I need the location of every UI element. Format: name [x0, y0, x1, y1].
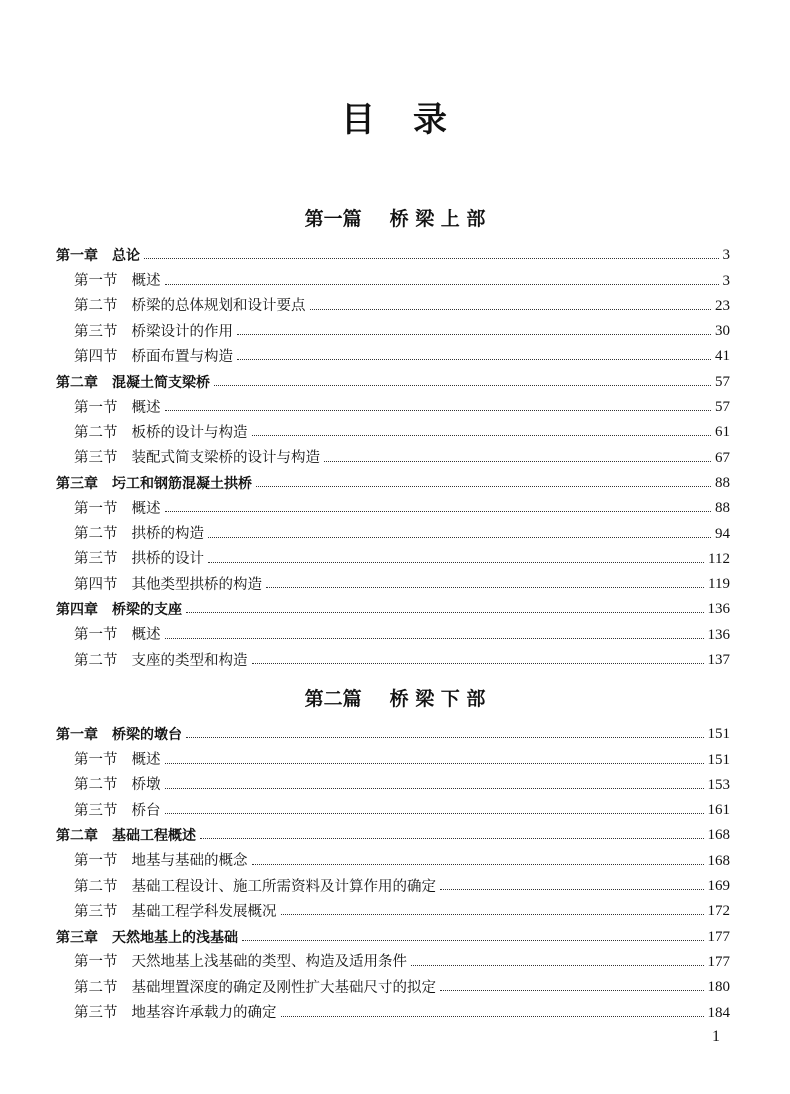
toc-entry-page: 136 — [707, 601, 730, 618]
toc-entry-page: 177 — [707, 953, 730, 970]
dot-leader — [186, 612, 704, 613]
toc-entry-number: 第三章 — [56, 475, 98, 492]
toc-entry-title: 板桥的设计与构造 — [131, 424, 248, 441]
toc-entry-page: 23 — [715, 297, 730, 314]
toc-entry-label — [74, 578, 262, 593]
toc-entry-label — [56, 829, 196, 843]
toc-entry-label — [74, 654, 248, 669]
toc-entry-number: 第二节 — [74, 652, 118, 669]
toc-section-entry — [56, 742, 730, 767]
toc-entry-label — [56, 477, 252, 491]
toc-entry-title: 概述 — [131, 627, 161, 644]
toc-entry-number: 第一章 — [56, 248, 98, 265]
dot-leader — [165, 511, 712, 512]
toc-entry-number: 第二节 — [74, 979, 118, 996]
toc-entry-title: 拱桥的构造 — [131, 526, 204, 543]
toc-section-entry — [56, 314, 730, 339]
toc-entry-page: 88 — [715, 500, 730, 517]
part-number: 第一篇 — [304, 208, 362, 230]
dot-leader — [165, 813, 704, 814]
toc-entry-number: 第二节 — [74, 526, 118, 543]
toc-entry-title: 桥墩 — [131, 777, 161, 794]
toc-entry-title: 天然地基上的浅基础 — [112, 929, 238, 946]
toc-entry-page: 57 — [715, 399, 730, 416]
toc-entry-page: 67 — [715, 449, 730, 466]
dot-leader — [281, 1016, 704, 1017]
toc-entry-page: 168 — [707, 852, 730, 869]
toc-entry-page: 119 — [708, 576, 730, 593]
toc-entry-label — [74, 854, 248, 869]
page-number: 1 — [712, 1028, 720, 1045]
toc-entry-label — [74, 451, 320, 466]
toc-entry-title: 概述 — [131, 273, 161, 290]
toc-entry-number: 第三节 — [74, 802, 118, 819]
dot-leader — [440, 990, 704, 991]
toc-entry-number: 第二节 — [74, 298, 118, 315]
dot-leader — [165, 763, 704, 764]
toc-chapter-entry — [56, 592, 730, 617]
toc-entry-number: 第一节 — [74, 500, 118, 517]
toc-entry-label — [74, 880, 436, 895]
toc-section-entry — [56, 768, 730, 793]
toc-entry-title: 天然地基上浅基础的类型、构造及适用条件 — [131, 954, 407, 971]
part-heading-1 — [0, 204, 790, 231]
toc-entry-label — [74, 325, 233, 340]
dot-leader — [242, 940, 704, 941]
toc-entry-title: 桥台 — [131, 802, 161, 819]
toc-section-entry — [56, 339, 730, 364]
toc-entry-number: 第一节 — [74, 399, 118, 416]
dot-leader — [440, 889, 704, 890]
toc-entry-title: 混凝土简支梁桥 — [112, 374, 210, 391]
dot-leader — [411, 965, 704, 966]
toc-section-entry — [56, 970, 730, 995]
toc-entry-number: 第二章 — [56, 374, 98, 391]
toc-section-entry — [56, 995, 730, 1020]
toc-entry-number: 第四节 — [74, 348, 118, 365]
toc-entry-label — [74, 350, 233, 365]
dot-leader — [186, 737, 704, 738]
toc-entry-title: 桥面布置与构造 — [131, 348, 233, 365]
toc-entry-page: 184 — [707, 1004, 730, 1021]
toc-part-1 — [56, 238, 730, 668]
dot-leader — [237, 334, 711, 335]
page-title: 目 录 — [341, 100, 449, 140]
toc-entry-page: 57 — [715, 373, 730, 390]
toc-entry-number: 第三节 — [74, 450, 118, 467]
toc-entry-label — [74, 552, 204, 567]
toc-entry-number: 第二章 — [56, 828, 98, 845]
toc-entry-number: 第三节 — [74, 551, 118, 568]
toc-entry-label — [74, 502, 161, 517]
toc-entry-page: 3 — [722, 272, 730, 289]
toc-entry-number: 第二节 — [74, 424, 118, 441]
toc-section-entry — [56, 415, 730, 440]
toc-entry-title: 桥梁的支座 — [112, 602, 182, 619]
toc-entry-page: 153 — [707, 776, 730, 793]
toc-entry-label — [74, 426, 248, 441]
toc-entry-page: 177 — [707, 928, 730, 945]
toc-entry-label — [74, 299, 306, 314]
dot-leader — [252, 663, 704, 664]
toc-entry-label — [74, 981, 436, 996]
dot-leader — [165, 788, 704, 789]
toc-entry-title: 拱桥的设计 — [131, 551, 204, 568]
dot-leader — [208, 537, 711, 538]
toc-entry-title: 基础工程学科发展概况 — [131, 903, 277, 920]
toc-section-entry — [56, 516, 730, 541]
toc-entry-number: 第一节 — [74, 853, 118, 870]
toc-entry-page: 136 — [707, 626, 730, 643]
toc-entry-label — [56, 249, 140, 263]
toc-entry-page: 112 — [708, 550, 730, 567]
toc-section-entry — [56, 643, 730, 668]
toc-entry-title: 概述 — [131, 399, 161, 416]
toc-entry-title: 地基与基础的概念 — [131, 853, 248, 870]
toc-entry-page: 137 — [707, 652, 730, 669]
dot-leader — [208, 562, 704, 563]
part-title: 桥 梁 下 部 — [389, 688, 486, 710]
toc-entry-title: 总论 — [112, 248, 140, 265]
toc-entry-label — [74, 628, 161, 643]
toc-entry-label — [74, 778, 161, 793]
toc-entry-title: 基础工程设计、施工所需资料及计算作用的确定 — [131, 878, 436, 895]
dot-leader — [252, 864, 704, 865]
toc-section-entry — [56, 491, 730, 516]
toc-chapter-entry — [56, 364, 730, 389]
toc-entry-number: 第一节 — [74, 954, 118, 971]
toc-part-2 — [56, 717, 730, 1021]
dot-leader — [144, 258, 719, 259]
toc-entry-title: 桥梁的墩台 — [112, 727, 182, 744]
toc-entry-label — [56, 603, 182, 617]
toc-section-entry — [56, 542, 730, 567]
toc-entry-page: 161 — [707, 802, 730, 819]
dot-leader — [266, 587, 704, 588]
toc-entry-number: 第二节 — [74, 777, 118, 794]
toc-entry-page: 169 — [707, 878, 730, 895]
toc-chapter-entry — [56, 818, 730, 843]
toc-entry-page: 30 — [715, 323, 730, 340]
toc-chapter-entry — [56, 919, 730, 944]
toc-entry-number: 第三章 — [56, 929, 98, 946]
toc-entry-page: 3 — [722, 247, 730, 264]
dot-leader — [165, 284, 719, 285]
part-heading-2 — [0, 684, 790, 711]
toc-entry-page: 172 — [707, 903, 730, 920]
toc-chapter-entry — [56, 717, 730, 742]
toc-entry-label — [74, 401, 161, 416]
toc-entry-page: 168 — [707, 827, 730, 844]
toc-section-entry — [56, 289, 730, 314]
toc-entry-page: 180 — [707, 979, 730, 996]
dot-leader — [256, 486, 711, 487]
toc-entry-label — [74, 274, 161, 289]
toc-entry-title: 装配式简支梁桥的设计与构造 — [131, 450, 320, 467]
dot-leader — [214, 385, 711, 386]
toc-entry-page: 41 — [715, 348, 730, 365]
toc-section-entry — [56, 843, 730, 868]
toc-entry-number: 第三节 — [74, 1005, 118, 1022]
part-title: 桥 梁 上 部 — [389, 208, 486, 230]
toc-entry-label — [74, 804, 161, 819]
toc-entry-title: 支座的类型和构造 — [131, 652, 248, 669]
dot-leader — [252, 435, 712, 436]
toc-chapter-entry — [56, 238, 730, 263]
toc-section-entry — [56, 263, 730, 288]
toc-entry-page: 151 — [707, 751, 730, 768]
toc-entry-title: 桥梁设计的作用 — [131, 323, 233, 340]
toc-entry-label — [74, 905, 277, 920]
toc-entry-title: 其他类型拱桥的构造 — [131, 576, 262, 593]
toc-entry-title: 桥梁的总体规划和设计要点 — [131, 298, 306, 315]
toc-entry-number: 第三节 — [74, 903, 118, 920]
dot-leader — [165, 410, 712, 411]
toc-entry-page: 94 — [715, 525, 730, 542]
dot-leader — [200, 838, 704, 839]
toc-entry-title: 概述 — [131, 500, 161, 517]
toc-entry-label — [56, 728, 182, 742]
toc-entry-title: 概述 — [131, 752, 161, 769]
toc-entry-label — [74, 1006, 277, 1021]
dot-leader — [237, 359, 711, 360]
dot-leader — [310, 309, 712, 310]
toc-entry-page: 61 — [715, 424, 730, 441]
toc-entry-number: 第一节 — [74, 273, 118, 290]
toc-entry-label — [74, 955, 407, 970]
toc-entry-number: 第四节 — [74, 576, 118, 593]
toc-entry-title: 地基容许承载力的确定 — [131, 1005, 277, 1022]
toc-entry-label — [56, 931, 238, 945]
dot-leader — [165, 638, 704, 639]
toc-section-entry — [56, 793, 730, 818]
toc-section-entry — [56, 617, 730, 642]
toc-entry-number: 第四章 — [56, 602, 98, 619]
dot-leader — [324, 461, 711, 462]
toc-entry-label — [74, 527, 204, 542]
toc-entry-title: 圬工和钢筋混凝土拱桥 — [112, 475, 252, 492]
toc-entry-title: 基础埋置深度的确定及刚性扩大基础尺寸的拟定 — [131, 979, 436, 996]
toc-chapter-entry — [56, 466, 730, 491]
toc-section-entry — [56, 945, 730, 970]
dot-leader — [281, 914, 704, 915]
toc-entry-number: 第二节 — [74, 878, 118, 895]
toc-section-entry — [56, 869, 730, 894]
toc-entry-number: 第一节 — [74, 752, 118, 769]
toc-entry-label — [56, 376, 210, 390]
toc-entry-number: 第一节 — [74, 627, 118, 644]
toc-entry-label — [74, 753, 161, 768]
part-number: 第二篇 — [304, 688, 362, 710]
toc-entry-number: 第一章 — [56, 727, 98, 744]
toc-entry-page: 151 — [707, 726, 730, 743]
toc-entry-page: 88 — [715, 474, 730, 491]
toc-section-entry — [56, 567, 730, 592]
toc-section-entry — [56, 390, 730, 415]
toc-section-entry — [56, 440, 730, 465]
toc-section-entry — [56, 894, 730, 919]
toc-entry-number: 第三节 — [74, 323, 118, 340]
toc-entry-title: 基础工程概述 — [112, 828, 196, 845]
